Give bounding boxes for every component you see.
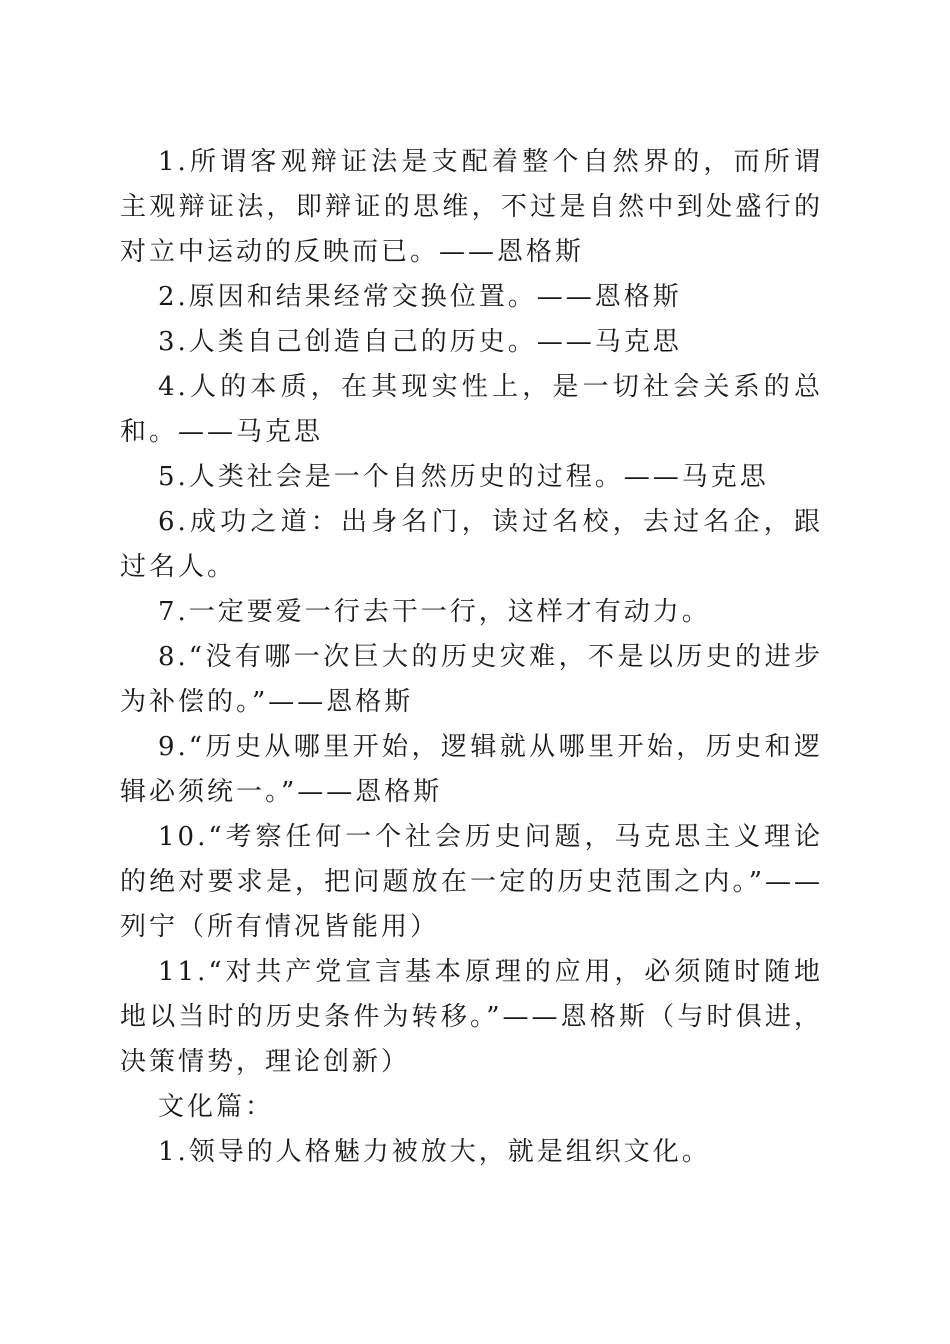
- quote-1: 1.所谓客观辩证法是支配着整个自然界的，而所谓主观辩证法，即辩证的思维，不过是自然中到处盛行的对立中运动的反映而已。——恩格斯: [120, 147, 823, 267]
- quote-9: 9.“历史从哪里开始，逻辑就从哪里开始，历史和逻辑必须统一。”——恩格斯: [120, 732, 823, 807]
- quote-6: 6.成功之道：出身名门，读过名校，去过名企，跟过名人。: [120, 507, 823, 582]
- quote-3: 3.人类自己创造自己的历史。——马克思: [158, 327, 682, 357]
- culture-section-heading: 文化篇：: [158, 1092, 275, 1122]
- quote-8: 8.“没有哪一次巨大的历史灾难，不是以历史的进步为补偿的。”——恩格斯: [120, 642, 823, 717]
- culture-item-1: 1.领导的人格魅力被放大，就是组织文化。: [158, 1137, 711, 1167]
- quote-2: 2.原因和结果经常交换位置。——恩格斯: [158, 282, 682, 312]
- document-page: [120, 140, 823, 1175]
- quote-7: 7.一定要爱一行去干一行，这样才有动力。: [158, 597, 711, 627]
- quote-5: 5.人类社会是一个自然历史的过程。——马克思: [158, 462, 769, 492]
- quote-4: 4.人的本质，在其现实性上，是一切社会关系的总和。——马克思: [120, 372, 823, 447]
- quote-11: 11.“对共产党宣言基本原理的应用，必须随时随地地以当时的历史条件为转移。”——恩格斯（与时俱进，决策情势，理论创新）: [120, 957, 823, 1077]
- quote-10: 10.“考察任何一个社会历史问题，马克思主义理论的绝对要求是，把问题放在一定的历史范围之内。”——列宁（所有情况皆能用）: [120, 822, 823, 942]
